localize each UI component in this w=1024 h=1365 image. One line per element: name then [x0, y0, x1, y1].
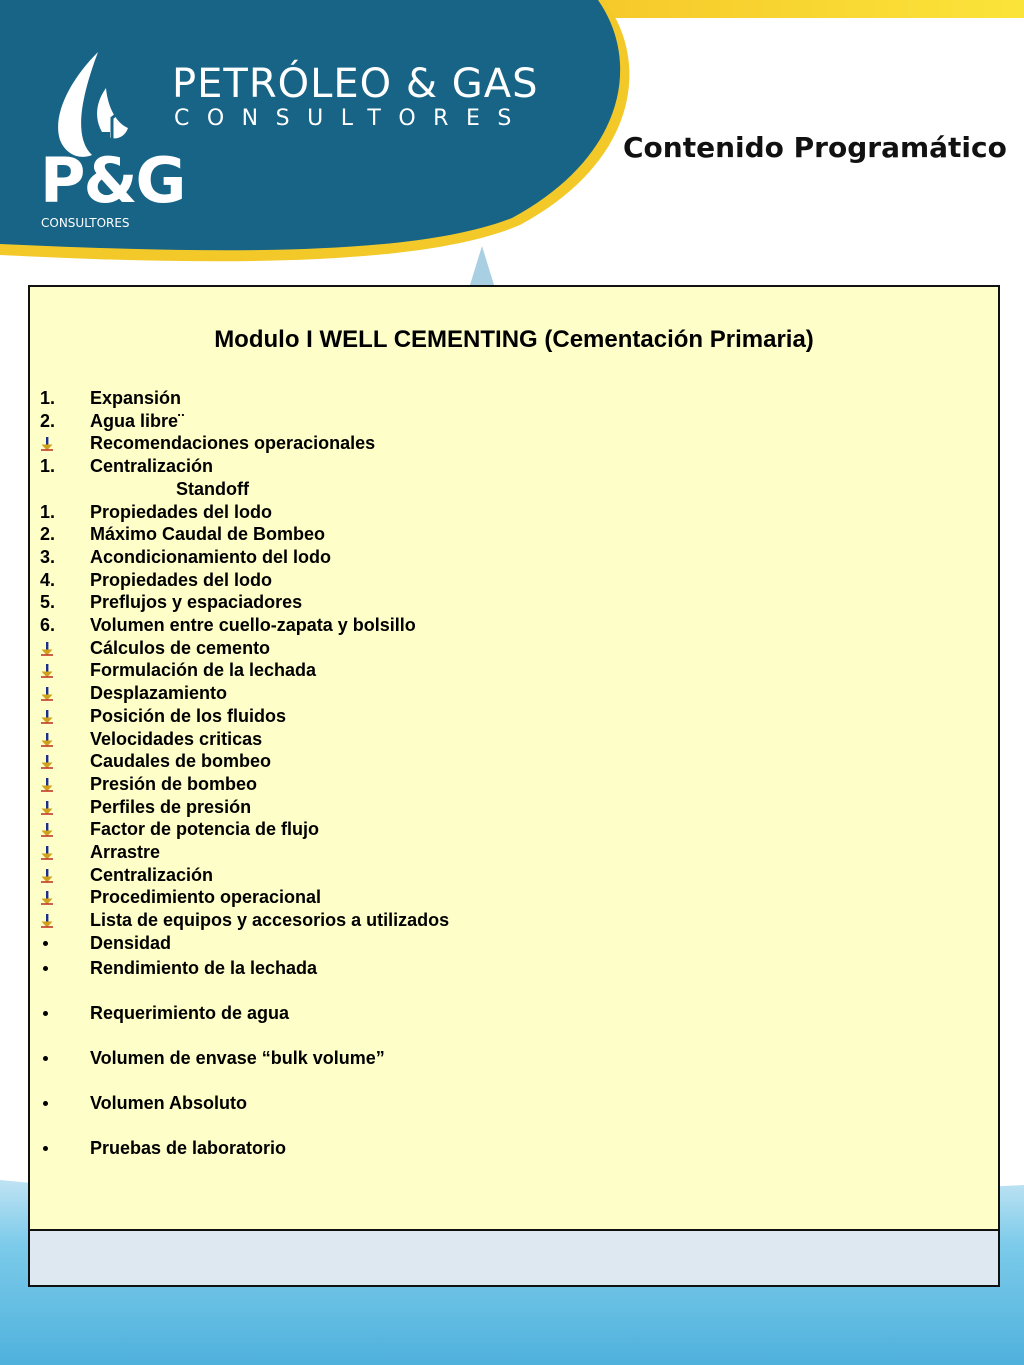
- list-item-label: Propiedades del lodo: [90, 501, 273, 522]
- list-item-label: Rendimiento de la lechada: [90, 957, 318, 978]
- list-item-label: Perfiles de presión: [90, 796, 252, 817]
- list-item-label: Lista de equipos y accesorios a utilizados: [90, 910, 450, 931]
- list-item-label: Acondicionamiento del lodo: [90, 546, 332, 567]
- list-item-label: Pruebas de laboratorio: [90, 1137, 287, 1158]
- arrow-down-bullet-icon: [41, 687, 53, 701]
- list-item: [30, 1002, 998, 1025]
- logo-initials: P&G: [40, 144, 185, 217]
- list-item: [30, 478, 998, 501]
- list-number: 3.: [40, 546, 56, 567]
- list-item: [30, 909, 998, 932]
- list-item-label: Requerimiento de agua: [90, 1002, 290, 1023]
- arrow-down-bullet-icon: [41, 891, 53, 905]
- arrow-down-bullet-icon: [41, 801, 53, 815]
- list-item-label: Volumen Absoluto: [90, 1092, 247, 1113]
- list-item: [30, 705, 998, 728]
- list-item: [30, 410, 998, 433]
- arrow-down-bullet-icon: [41, 437, 53, 451]
- list-item-label: Procedimiento operacional: [90, 887, 322, 908]
- list-item: [30, 546, 998, 569]
- list-item-label: Presión de bombeo: [90, 773, 258, 794]
- list-item: [30, 432, 998, 455]
- list-item: [30, 569, 998, 592]
- list-item: [30, 841, 998, 864]
- arrow-down-bullet-icon: [41, 869, 53, 883]
- bullet-dot-icon: [43, 1011, 48, 1016]
- list-item-label: Agua libre¨: [90, 410, 185, 431]
- list-item: [30, 501, 998, 524]
- list-number: 2.: [40, 410, 56, 431]
- list-item-label: Caudales de bombeo: [90, 751, 272, 772]
- arrow-down-bullet-icon: [41, 664, 53, 678]
- list-item: [30, 957, 998, 980]
- list-item-label: Propiedades del lodo: [90, 569, 273, 590]
- module-title: Modulo I WELL CEMENTING (Cementación Primaria): [214, 326, 814, 353]
- header-yellow-stripe: [600, 0, 1024, 18]
- list-item: [30, 387, 998, 410]
- list-item: [30, 886, 998, 909]
- list-item: [30, 750, 998, 773]
- list-item-label: Factor de potencia de flujo: [90, 819, 320, 840]
- list-number: 1.: [40, 456, 56, 477]
- list-item: [30, 659, 998, 682]
- list-item: [30, 523, 998, 546]
- brand-title: PETRÓLEO & GAS: [172, 61, 539, 107]
- list-item: [30, 864, 998, 887]
- list-item: [30, 682, 998, 705]
- list-item-label: Desplazamiento: [90, 683, 228, 704]
- list-item: [30, 1047, 998, 1070]
- list-item: [30, 1092, 998, 1115]
- list-item: [30, 1137, 998, 1160]
- bullet-dot-icon: [43, 966, 48, 971]
- list-item: [30, 818, 998, 841]
- list-item: [30, 932, 998, 955]
- table-footer-row: [28, 1229, 1000, 1287]
- brand-subtitle: CONSULTORES: [174, 106, 529, 131]
- list-item-label: Volumen entre cuello-zapata y bolsillo: [90, 615, 416, 635]
- list-item-label: Formulación de la lechada: [90, 660, 317, 681]
- list-item: [30, 455, 998, 478]
- logo-caption: CONSULTORES: [41, 216, 130, 230]
- bullet-dot-icon: [43, 1146, 48, 1151]
- list-item-label: Centralización: [90, 864, 214, 885]
- arrow-down-bullet-icon: [41, 755, 53, 769]
- page-title: Contenido Programático: [623, 131, 1007, 164]
- list-item-label: Expansión: [90, 388, 182, 408]
- list-item-label: Máximo Caudal de Bombeo: [90, 524, 326, 545]
- list-item-label: Centralización: [90, 456, 214, 477]
- arrow-down-bullet-icon: [41, 914, 53, 928]
- bullet-dot-icon: [43, 1056, 48, 1061]
- list-item-label: Recomendaciones operacionales: [90, 433, 376, 454]
- list-item-label: Preflujos y espaciadores: [90, 592, 303, 613]
- arrow-down-bullet-icon: [41, 733, 53, 747]
- arrow-down-bullet-icon: [41, 642, 53, 656]
- list-number: 4.: [40, 569, 56, 590]
- arrow-down-bullet-icon: [41, 823, 53, 837]
- list-item: [30, 728, 998, 751]
- list-item-label: Posición de los fluidos: [90, 705, 287, 726]
- list-item: [30, 796, 998, 819]
- list-item: [30, 637, 998, 660]
- list-item-label: Volumen de envase “bulk volume”: [90, 1047, 385, 1068]
- list-item-label: Velocidades criticas: [90, 728, 263, 749]
- list-item-label: Arrastre: [90, 842, 161, 862]
- list-item: [30, 773, 998, 796]
- list-number: 2.: [40, 524, 56, 545]
- arrow-down-bullet-icon: [41, 710, 53, 724]
- list-item-label: Cálculos de cemento: [90, 637, 271, 658]
- list-number: 1.: [40, 501, 56, 522]
- bullet-dot-icon: [43, 1101, 48, 1106]
- arrow-down-bullet-icon: [41, 778, 53, 792]
- arrow-down-bullet-icon: [41, 846, 53, 860]
- list-number: 5.: [40, 592, 56, 613]
- list-item: [30, 591, 998, 614]
- list-item-label: Densidad: [90, 932, 172, 953]
- list-number: 1.: [40, 388, 56, 408]
- decor-spike: [470, 246, 494, 285]
- list-item: [30, 614, 998, 637]
- module-content-box: [28, 285, 1000, 1233]
- list-item-label: Standoff: [176, 478, 249, 499]
- list-number: 6.: [40, 615, 56, 635]
- bullet-dot-icon: [43, 941, 48, 946]
